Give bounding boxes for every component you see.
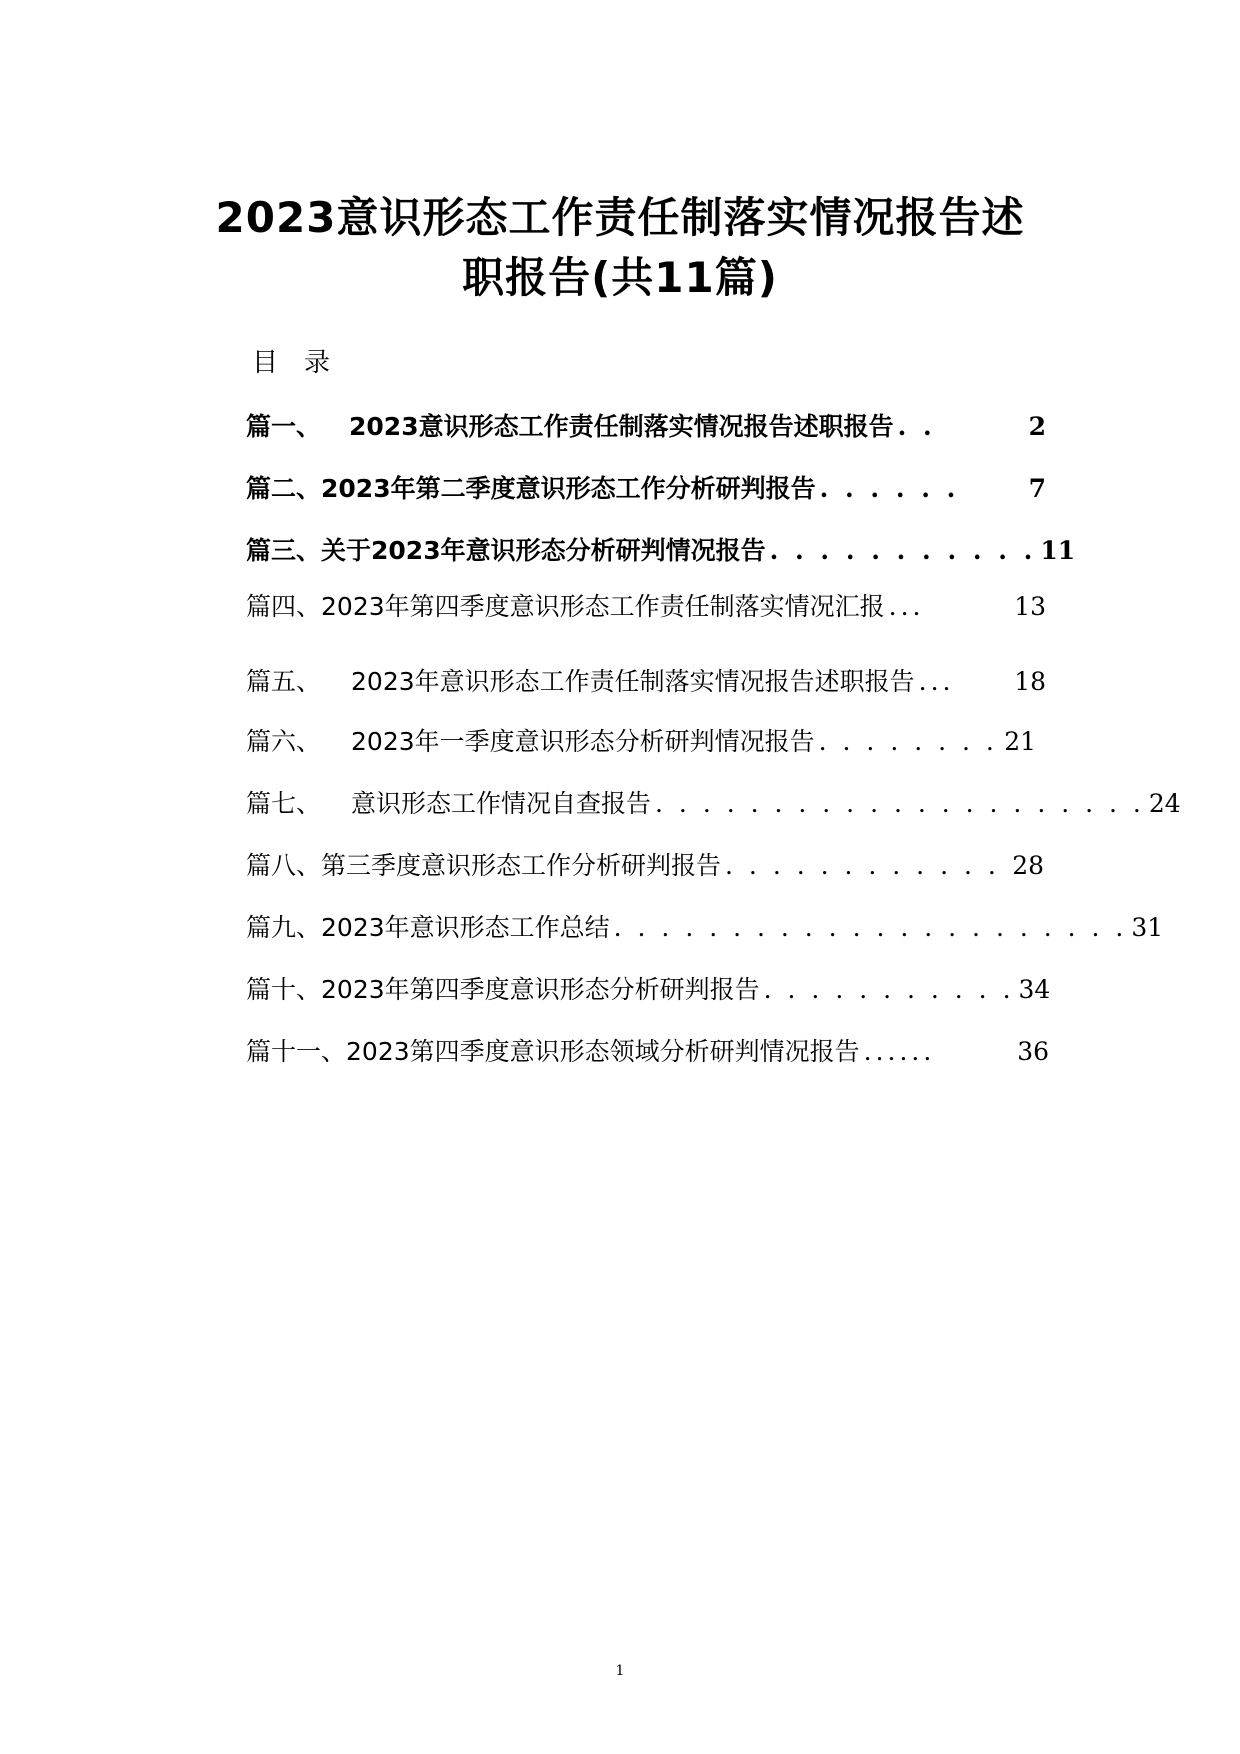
toc-leader-dots: ... [918, 667, 955, 696]
toc-entry-page: 2 [1028, 412, 1046, 441]
toc-heading: 目 录 [252, 348, 331, 378]
toc-entry-title: 2023年意识形态工作总结 [321, 913, 610, 942]
toc-entry-number: 篇八、 [246, 851, 322, 880]
toc-entry[interactable] [246, 660, 1046, 700]
toc-entry-title: 2023年一季度意识形态分析研判情况报告 [351, 727, 815, 756]
toc-entry-number: 篇七、 [246, 789, 322, 818]
toc-entry-title: 2023年第二季度意识形态工作分析研判报告 [321, 474, 816, 503]
document-title-line-2: 职报告(共11篇) [462, 253, 778, 302]
toc-entry-page: 34 [1018, 975, 1051, 1004]
toc-leader-dots: . . . . . . [819, 474, 960, 503]
toc-leader-dots: . . . . . . . . . . . [769, 536, 1037, 565]
toc-entry[interactable] [246, 720, 1036, 760]
toc-entry-title: 2023年第四季度意识形态工作责任制落实情况汇报 [321, 592, 885, 621]
toc-entry[interactable] [246, 529, 1076, 569]
toc-entry[interactable] [246, 405, 1046, 445]
toc-entry-page: 21 [1004, 727, 1036, 756]
toc-entry-title: 2023年第四季度意识形态分析研判报告 [321, 975, 760, 1004]
toc-entry[interactable] [246, 968, 1051, 1008]
toc-leader-dots: . . . . . . . . [818, 727, 998, 756]
toc-entry[interactable] [246, 844, 1044, 884]
toc-entry-title: 意识形态工作情况自查报告 [351, 789, 652, 818]
toc-entry-number: 篇九、 [246, 913, 322, 942]
document-title-line-1: 2023意识形态工作责任制落实情况报告述 [215, 193, 1025, 242]
toc-entry-title: 2023第四季度意识形态领域分析研判情况报告 [346, 1037, 860, 1066]
toc-entry-title: 2023年意识形态工作责任制落实情况报告述职报告 [351, 667, 915, 696]
toc-entry-title: 2023意识形态工作责任制落实情况报告述职报告 [349, 412, 894, 441]
toc-entry-page: 28 [1012, 851, 1044, 880]
toc-leader-dots: . . [897, 412, 936, 441]
toc-entry-number: 篇十、 [246, 975, 322, 1004]
toc-entry[interactable] [246, 782, 1181, 822]
toc-entry-title: 关于2023年意识形态分析研判情况报告 [321, 536, 766, 565]
toc-leader-dots: . . . . . . . . . . . . . . . . . . . . . . [613, 913, 1128, 942]
toc-entry-number: 篇十一、 [246, 1037, 347, 1066]
toc-entry-title: 第三季度意识形态工作分析研判报告 [321, 851, 722, 880]
toc-entry[interactable] [246, 906, 1164, 946]
toc-entry-page: 31 [1131, 913, 1164, 942]
toc-entry[interactable] [246, 467, 1046, 507]
toc-entry-number: 篇六、 [246, 727, 322, 756]
toc-entry-page: 24 [1148, 789, 1181, 818]
toc-entry-page: 18 [1014, 667, 1046, 696]
toc-leader-dots: . . . . . . . . . . . . . . . . . . . . . [655, 789, 1145, 818]
toc-entry-number: 篇四、 [246, 592, 322, 621]
toc-entry-page: 13 [1014, 592, 1046, 621]
toc-entry-number: 篇二、 [246, 474, 322, 503]
toc-entry-page: 7 [1028, 474, 1046, 503]
toc-leader-dots: ...... [863, 1037, 936, 1066]
toc-entry[interactable] [246, 1030, 1049, 1070]
toc-entry-page: 11 [1040, 536, 1076, 565]
toc-entry-number: 篇一、 [246, 412, 322, 441]
page-number: 1 [615, 1663, 625, 1679]
toc-leader-dots: ... [888, 592, 925, 621]
toc-entry[interactable] [246, 585, 1046, 625]
toc-entry-number: 篇五、 [246, 667, 322, 696]
toc-entry-number: 篇三、 [246, 536, 322, 565]
toc-leader-dots: . . . . . . . . . . . [763, 975, 1015, 1004]
toc-entry-page: 36 [1017, 1037, 1049, 1066]
toc-leader-dots: . . . . . . . . . . . . [725, 851, 1000, 880]
